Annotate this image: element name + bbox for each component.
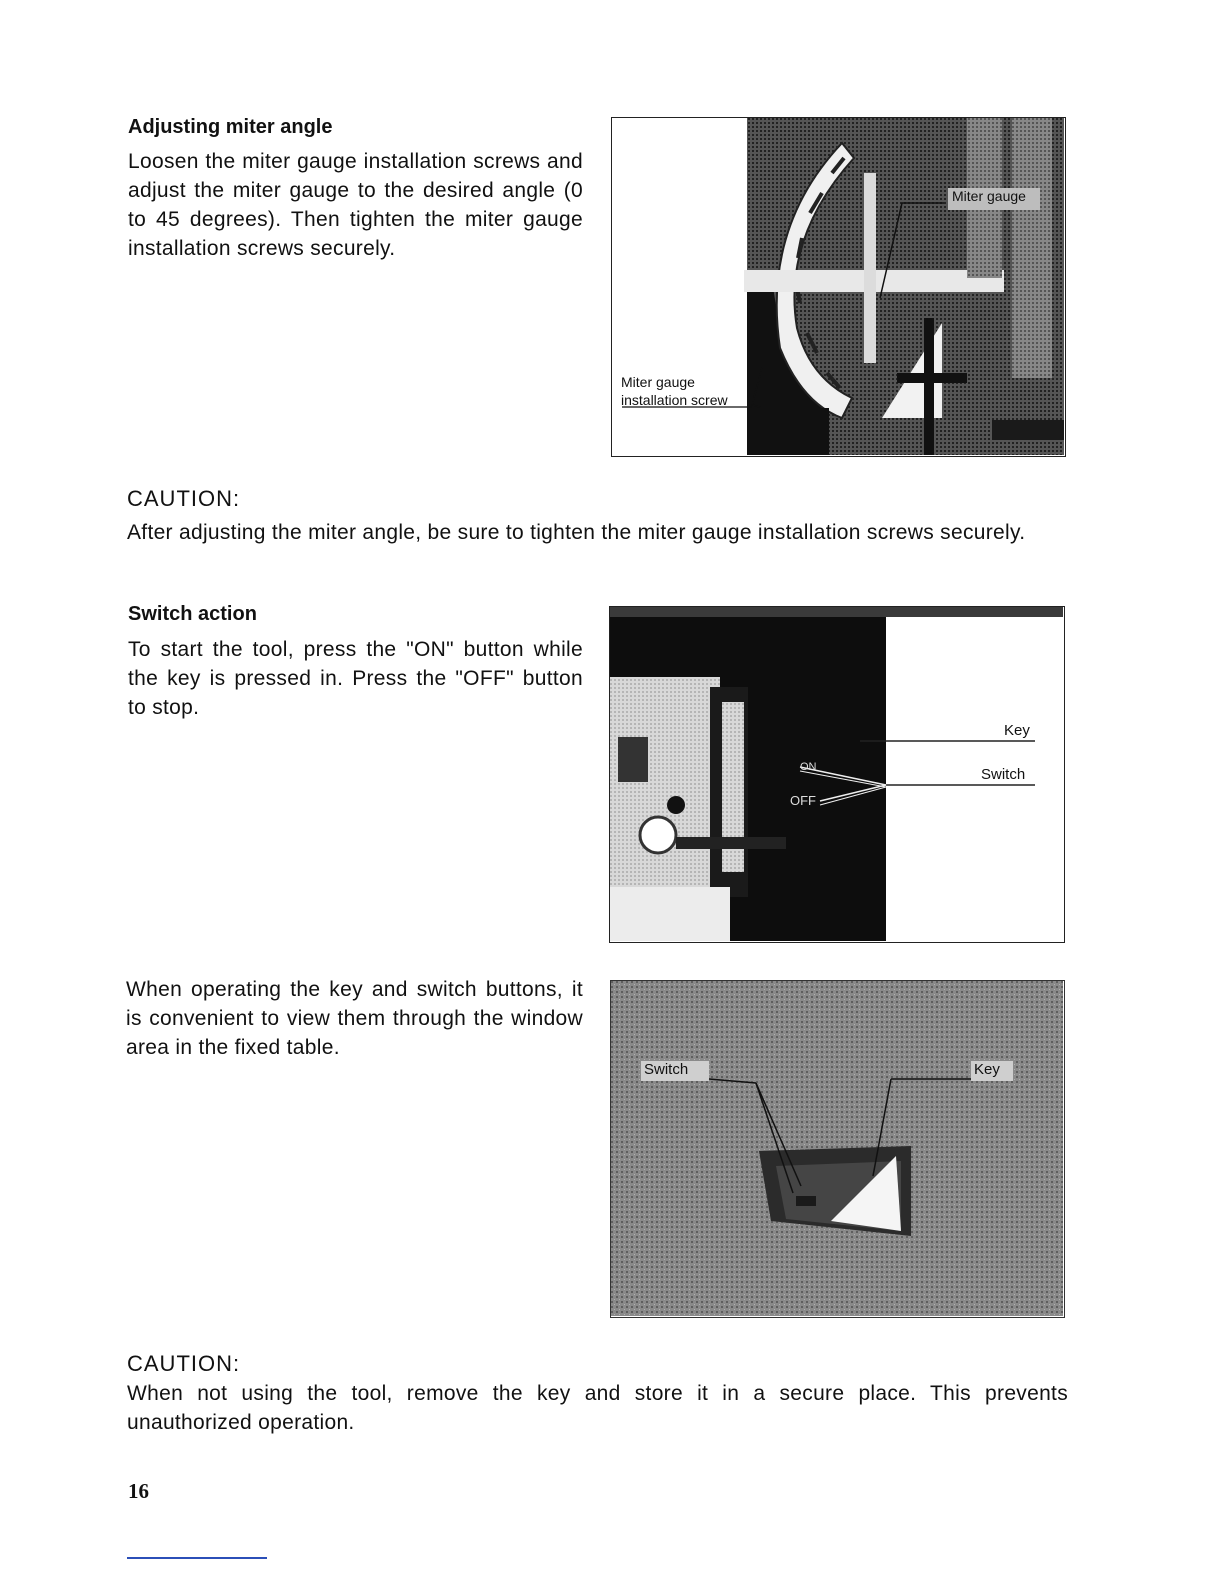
page-number: 16 xyxy=(128,1479,149,1503)
caution-body-1: After adjusting the miter angle, be sure to tighten the miter gauge installation screws securely. xyxy=(127,521,1026,544)
label-screw-line2: installation screw xyxy=(621,392,728,408)
label-key-window: Key xyxy=(974,1061,1000,1078)
section-heading-switch: Switch action xyxy=(128,603,257,625)
figure-miter-gauge xyxy=(611,117,1066,457)
label-off-button: OFF xyxy=(790,793,816,808)
section-heading-miter: Adjusting miter angle xyxy=(128,116,333,138)
label-miter-gauge: Miter gauge xyxy=(952,188,1026,204)
section-body-switch: To start the tool, press the "ON" button while the key is pressed in. Press the "OFF" button to stop. xyxy=(128,638,583,719)
label-on-button: ON xyxy=(800,761,817,773)
section-body-miter: Loosen the miter gauge installation screws and adjust the miter gauge to the desired angle (0 to 45 degrees). Then tighten the miter gauge installation screws securely. xyxy=(128,150,583,260)
label-switch: Switch xyxy=(981,766,1026,783)
caution-label-2: CAUTION: xyxy=(127,1351,241,1376)
caution-label-1: CAUTION: xyxy=(127,486,241,511)
figure-switch-panel xyxy=(609,606,1065,943)
label-installation-screw xyxy=(621,373,728,409)
window-area-illustration xyxy=(611,981,1063,1316)
figure-window-area xyxy=(610,980,1065,1318)
caution-body-2: When not using the tool, remove the key and store it in a secure place. This prevents unauthorized operation. xyxy=(127,1382,1068,1434)
label-switch-window: Switch xyxy=(644,1061,689,1078)
footer-rule xyxy=(127,1557,267,1559)
label-key: Key xyxy=(1004,722,1030,739)
label-screw-line1: Miter gauge xyxy=(621,374,695,390)
section-body-window: When operating the key and switch buttons, it is convenient to view them through the window area in the fixed table. xyxy=(126,978,583,1059)
